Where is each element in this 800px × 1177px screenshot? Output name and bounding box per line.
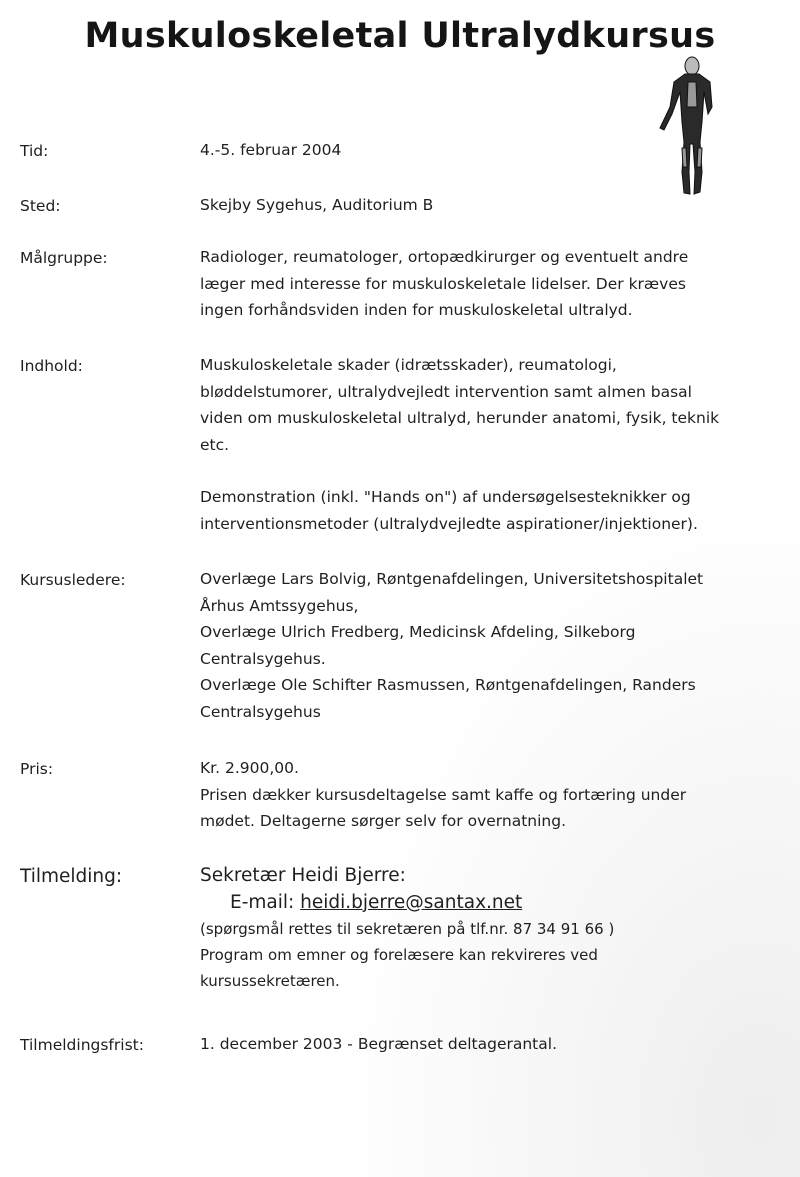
kursusledere-value <box>200 566 790 725</box>
text-line: bløddelstumorer, ultralydvejledt intervention samt almen basal <box>200 382 692 401</box>
page-title: Muskuloskeletal Ultralydkursus <box>84 16 716 56</box>
sted-value: Skejby Sygehus, Auditorium B <box>200 196 434 214</box>
text-line: Centralsygehus. <box>200 649 326 668</box>
pris-value <box>200 755 790 835</box>
text-line: Overlæge Ole Schifter Rasmussen, Røntgenafdelingen, Randers <box>200 676 696 694</box>
sted-label: Sted: <box>20 197 61 215</box>
text-line: Kr. 2.900,00. <box>200 759 299 777</box>
email-line <box>200 890 790 916</box>
indhold-value <box>200 352 790 537</box>
text-line: (spørgsmål rettes til sekretæren på tlf.nr. 87 34 91 66 ) <box>200 919 615 938</box>
text-line: Program om emner og forelæsere kan rekvireres ved <box>200 945 598 964</box>
text-line: viden om muskuloskeletal ultralyd, herunder anatomi, fysik, teknik <box>200 409 720 427</box>
indhold-label: Indhold: <box>20 357 83 375</box>
text-line: interventionsmetoder (ultralydvejledte aspirationer/injektioner). <box>200 514 698 533</box>
text-line: mødet. Deltagerne sørger selv for overnatning. <box>200 812 567 830</box>
kursusledere-label: Kursusledere: <box>20 571 126 589</box>
text-line: kursussekretæren. <box>200 971 340 990</box>
tid-label: Tid: <box>20 142 49 160</box>
text-line: Prisen dækker kursusdeltagelse samt kaffe og fortæring under <box>200 785 687 804</box>
text-line: Århus Amtssygehus, <box>200 596 359 615</box>
pris-label: Pris: <box>20 760 54 778</box>
text-line: Radiologer, reumatologer, ortopædkirurger og eventuelt andre <box>200 248 689 266</box>
text-line: etc. <box>200 435 230 454</box>
text-line: Centralsygehus <box>200 702 321 721</box>
tilmelding-value <box>200 863 790 994</box>
text-line: Demonstration (inkl. "Hands on") af undersøgelsesteknikker og <box>200 488 691 506</box>
malgruppe-value <box>200 244 790 324</box>
malgruppe-label: Målgruppe: <box>20 249 108 267</box>
email-label: E-mail: <box>230 891 295 913</box>
tid-value: 4.-5. februar 2004 <box>200 141 342 159</box>
frist-label: Tilmeldingsfrist: <box>20 1036 144 1054</box>
anatomy-figure-icon <box>652 52 732 202</box>
text-line: ingen forhåndsviden inden for muskuloskeletal ultralyd. <box>200 301 633 319</box>
secretary-name: Sekretær Heidi Bjerre: <box>200 865 406 886</box>
text-line: Muskuloskeletale skader (idrætsskader), reumatologi, <box>200 356 617 374</box>
email-link[interactable]: heidi.bjerre@santax.net <box>300 891 523 913</box>
text-line: Overlæge Ulrich Fredberg, Medicinsk Afdeling, Silkeborg <box>200 623 636 641</box>
frist-value: 1. december 2003 - Begrænset deltagerantal. <box>200 1035 557 1053</box>
text-line: Overlæge Lars Bolvig, Røntgenafdelingen, Universitetshospitalet <box>200 570 704 588</box>
tilmelding-label: Tilmelding: <box>20 866 123 887</box>
text-line: læger med interesse for muskuloskeletale lidelser. Der kræves <box>200 274 686 293</box>
